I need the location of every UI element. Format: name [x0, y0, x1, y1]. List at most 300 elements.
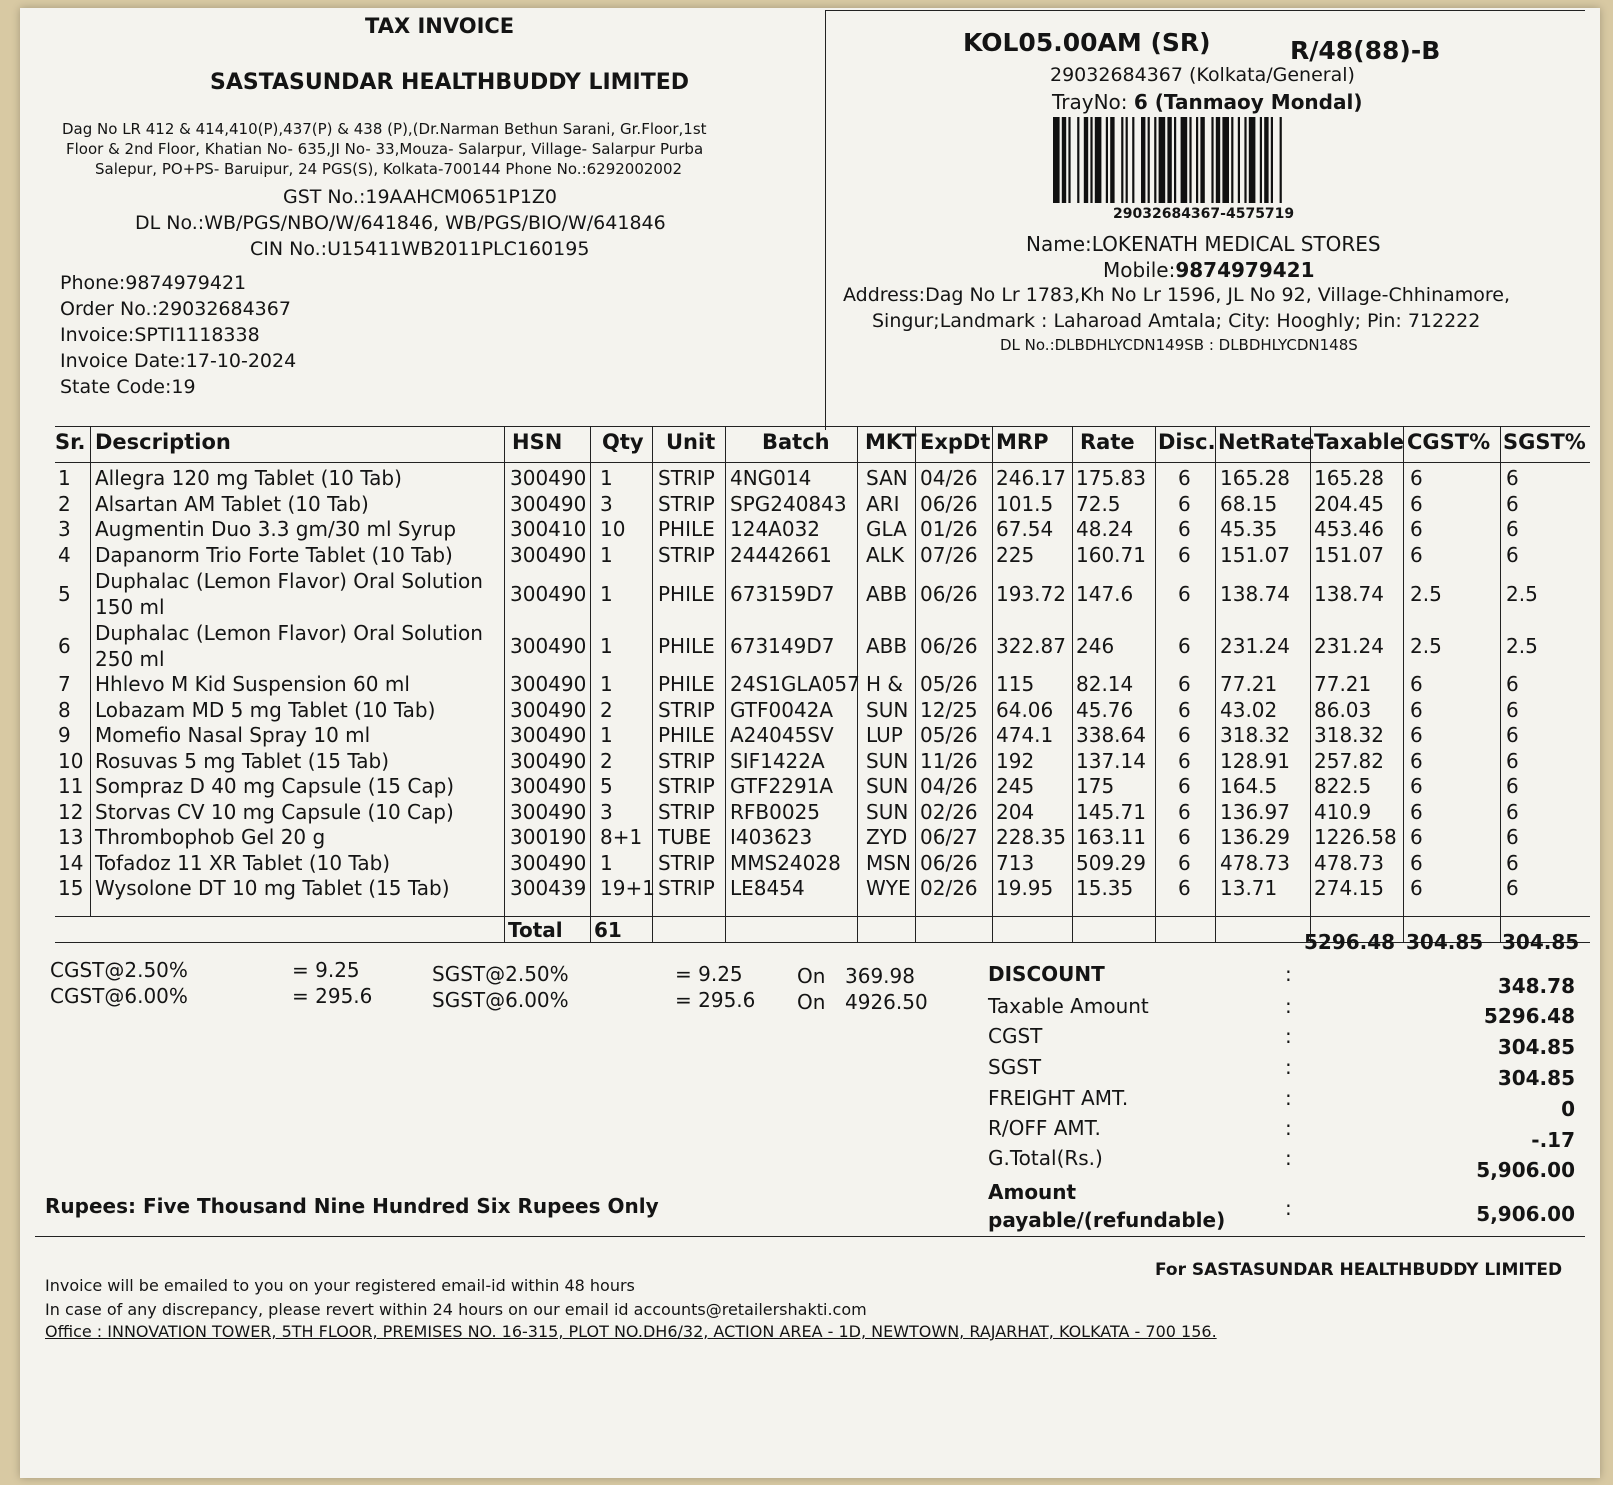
col-header-sr: Sr. — [55, 430, 86, 454]
row-mrp: 192 — [996, 748, 1035, 773]
row-expdt: 06/27 — [920, 825, 978, 849]
row-expdt: 06/26 — [920, 582, 978, 606]
table-top-border — [55, 426, 1590, 427]
row-qty: 1 — [600, 850, 613, 875]
barcode-bar — [1264, 117, 1268, 203]
row-netrate: 165.28 — [1220, 466, 1290, 490]
row-netrate: 151.07 — [1220, 542, 1290, 567]
barcode — [1053, 117, 1383, 203]
route-reference: R/48(88)-B — [1290, 36, 1441, 65]
total-taxable: 5296.48 — [1304, 930, 1396, 954]
office-address: Office : INNOVATION TOWER, 5TH FLOOR, PREMISES NO. 16-315, PLOT NO.DH6/32, ACTION AREA - 1D, NEWTOWN, RAJARHAT, KOLKATA - 700 156. — [45, 1322, 1217, 1341]
row-hsn: 300490 — [510, 799, 587, 824]
row-taxable: 257.82 — [1314, 748, 1384, 773]
row-rate: 45.76 — [1076, 697, 1134, 722]
on-value: 4926.50 — [845, 990, 928, 1014]
row-taxable: 151.07 — [1314, 542, 1384, 567]
row-batch: GTF2291A — [730, 774, 834, 798]
discount-value: 348.78 — [1497, 974, 1575, 998]
row-expdt: 11/26 — [920, 748, 978, 773]
row-description: Wysolone DT 10 mg Tablet (15 Tab) — [95, 876, 450, 900]
row-disc: 6 — [1178, 850, 1191, 875]
barcode-bar — [1271, 117, 1273, 203]
table-row — [0, 749, 1613, 775]
amount-payable-label-1: Amount — [988, 1180, 1077, 1204]
row-qty: 5 — [600, 774, 613, 798]
row-mkt: SUN — [866, 774, 909, 798]
row-netrate: 164.5 — [1220, 774, 1278, 798]
row-netrate: 77.21 — [1220, 672, 1278, 696]
barcode-bar — [1238, 117, 1240, 203]
row-sgst: 6 — [1506, 672, 1519, 696]
seller-cin: CIN No.:U15411WB2011PLC160195 — [250, 238, 590, 260]
table-header-border — [55, 462, 1590, 463]
row-expdt: 05/26 — [920, 672, 978, 696]
row-sgst: 6 — [1506, 723, 1519, 747]
row-mkt: SUN — [866, 748, 909, 773]
cgst-rate-label: CGST@2.50% — [50, 958, 188, 982]
row-unit: PHILE — [658, 723, 715, 747]
row-cgst: 6 — [1410, 542, 1423, 567]
row-cgst: 6 — [1410, 491, 1423, 516]
row-sr: 13 — [58, 825, 84, 849]
row-description: Duphalac (Lemon Flavor) Oral Solution 250 ml — [95, 621, 483, 671]
row-netrate: 13.71 — [1220, 876, 1278, 900]
row-netrate: 45.35 — [1220, 517, 1278, 541]
barcode-bar — [1189, 117, 1191, 203]
row-mkt: ZYD — [866, 825, 908, 849]
seller-dl: DL No.:WB/PGS/NBO/W/641846, WB/PGS/BIO/W/641846 — [135, 212, 666, 234]
row-sr: 4 — [58, 542, 71, 567]
row-sr: 14 — [58, 850, 84, 875]
row-rate: 163.11 — [1076, 825, 1146, 849]
barcode-bar — [1159, 117, 1166, 203]
row-hsn: 300439 — [510, 876, 587, 900]
row-qty: 1 — [600, 723, 613, 747]
barcode-bar — [1200, 117, 1204, 203]
row-disc: 6 — [1178, 876, 1191, 900]
col-header-rate: Rate — [1080, 430, 1135, 454]
row-rate: 72.5 — [1076, 491, 1121, 516]
row-unit: STRIP — [658, 799, 715, 824]
row-mrp: 193.72 — [996, 582, 1066, 606]
row-sgst: 6 — [1506, 466, 1519, 490]
barcode-bar — [1095, 117, 1102, 203]
row-rate: 147.6 — [1076, 582, 1134, 606]
barcode-bar — [1077, 117, 1079, 203]
row-mkt: SUN — [866, 799, 909, 824]
col-header-sgst: SGST% — [1503, 430, 1586, 454]
row-disc: 6 — [1178, 542, 1191, 567]
row-cgst: 6 — [1410, 697, 1423, 722]
row-taxable: 318.32 — [1314, 723, 1384, 747]
row-cgst: 6 — [1410, 748, 1423, 773]
barcode-bar — [1181, 117, 1188, 203]
row-hsn: 300490 — [510, 774, 587, 798]
row-sr: 1 — [58, 466, 71, 490]
table-total-border — [55, 916, 1590, 917]
row-qty: 19+1 — [600, 876, 655, 900]
row-unit: STRIP — [658, 697, 715, 722]
table-row — [0, 466, 1613, 492]
row-description: Thrombophob Gel 20 g — [95, 825, 326, 849]
row-mkt: GLA — [866, 517, 907, 541]
col-header-description: Description — [95, 430, 231, 454]
row-sr: 11 — [58, 774, 84, 798]
barcode-bar — [1174, 117, 1176, 203]
row-sgst: 2.5 — [1506, 634, 1538, 658]
summary-colon: : — [1285, 1055, 1292, 1079]
barcode-bar — [1231, 117, 1233, 203]
row-unit: STRIP — [658, 876, 715, 900]
buyer-box-top — [825, 10, 1585, 11]
row-sr: 12 — [58, 799, 84, 824]
sgst-rate-value: = 295.6 — [675, 988, 756, 1012]
total-qty: 61 — [594, 918, 622, 942]
row-sr: 7 — [58, 672, 71, 696]
seller-phone: Phone:9874979421 — [60, 272, 247, 294]
row-expdt: 06/26 — [920, 850, 978, 875]
row-cgst: 2.5 — [1410, 582, 1442, 606]
col-header-mkt: MKT — [865, 430, 917, 454]
row-hsn: 300490 — [510, 466, 587, 490]
roff-label: R/OFF AMT. — [988, 1116, 1101, 1140]
barcode-bar — [1084, 117, 1088, 203]
row-mrp: 322.87 — [996, 634, 1066, 658]
row-cgst: 6 — [1410, 825, 1423, 849]
table-row — [0, 851, 1613, 877]
row-disc: 6 — [1178, 491, 1191, 516]
barcode-bar — [1053, 117, 1060, 203]
taxable-amount-label: Taxable Amount — [988, 994, 1149, 1018]
row-rate: 509.29 — [1076, 850, 1146, 875]
barcode-bar — [1090, 117, 1092, 203]
row-qty: 1 — [600, 634, 613, 658]
row-description: Duphalac (Lemon Flavor) Oral Solution 150 ml — [95, 569, 483, 619]
barcode-bar — [1244, 117, 1246, 203]
row-description: Rosuvas 5 mg Tablet (15 Tab) — [95, 748, 390, 773]
buyer-mobile — [1103, 258, 1315, 282]
row-mrp: 228.35 — [996, 825, 1066, 849]
state-code: State Code:19 — [60, 376, 196, 398]
row-batch: GTF0042A — [730, 697, 834, 722]
row-rate: 175.83 — [1076, 466, 1146, 490]
grand-total-value: 5,906.00 — [1476, 1158, 1575, 1182]
row-cgst: 6 — [1410, 517, 1423, 541]
row-expdt: 05/26 — [920, 723, 978, 747]
barcode-bar — [1062, 117, 1066, 203]
row-batch: A24045SV — [730, 723, 834, 747]
invoice-number: Invoice:SPTI1118338 — [60, 324, 260, 346]
cgst-rate-value: = 9.25 — [292, 958, 360, 982]
summary-colon: : — [1285, 1146, 1292, 1170]
row-expdt: 02/26 — [920, 876, 978, 900]
row-rate: 137.14 — [1076, 748, 1146, 773]
table-row — [0, 800, 1613, 826]
row-taxable: 478.73 — [1314, 850, 1384, 875]
table-row — [0, 620, 1613, 672]
sgst-value: 304.85 — [1497, 1066, 1575, 1090]
row-mrp: 115 — [996, 672, 1035, 696]
col-header-disc: Disc. — [1158, 430, 1216, 454]
row-batch: 24S1GLA057 — [730, 672, 860, 696]
seller-company: SASTASUNDAR HEALTHBUDDY LIMITED — [210, 70, 690, 95]
table-row — [0, 517, 1613, 543]
row-rate: 145.71 — [1076, 799, 1146, 824]
row-sgst: 6 — [1506, 825, 1519, 849]
row-cgst: 6 — [1410, 850, 1423, 875]
row-unit: STRIP — [658, 466, 715, 490]
row-hsn: 300190 — [510, 825, 587, 849]
row-qty: 1 — [600, 582, 613, 606]
tray-label: TrayNo: — [1052, 90, 1134, 114]
row-rate: 15.35 — [1076, 876, 1134, 900]
summary-colon: : — [1285, 994, 1292, 1018]
seller-address-line3: Salepur, PO+PS- Baruipur, 24 PGS(S), Kolkata-700144 Phone No.:6292002002 — [95, 160, 683, 178]
barcode-bar — [1167, 117, 1171, 203]
seller-address-line1: Dag No LR 412 & 414,410(P),437(P) & 438 (P),(Dr.Narman Bethun Sarani, Gr.Floor,1st — [62, 120, 707, 138]
summary-colon: : — [1285, 1086, 1292, 1110]
row-qty: 1 — [600, 466, 613, 490]
roff-value: -.17 — [1531, 1128, 1575, 1152]
row-netrate: 138.74 — [1220, 582, 1290, 606]
freight-label: FREIGHT AMT. — [988, 1086, 1129, 1110]
row-mrp: 713 — [996, 850, 1035, 875]
tray-value: 6 (Tanmaoy Mondal) — [1133, 90, 1363, 114]
row-qty: 1 — [600, 672, 613, 696]
row-sgst: 6 — [1506, 697, 1519, 722]
row-mkt: SUN — [866, 697, 909, 722]
cgst-rate-value: = 295.6 — [292, 984, 373, 1008]
row-sgst: 6 — [1506, 774, 1519, 798]
grand-total-label: G.Total(Rs.) — [988, 1146, 1103, 1170]
row-sgst: 6 — [1506, 748, 1519, 773]
row-sr: 10 — [58, 748, 84, 773]
barcode-bar — [1110, 117, 1114, 203]
row-batch: 4NG014 — [730, 466, 812, 490]
row-taxable: 204.45 — [1314, 491, 1384, 516]
row-rate: 48.24 — [1076, 517, 1134, 541]
table-row — [0, 825, 1613, 851]
row-batch: 673159D7 — [730, 582, 835, 606]
cgst-label: CGST — [988, 1024, 1043, 1048]
row-netrate: 318.32 — [1220, 723, 1290, 747]
row-expdt: 07/26 — [920, 542, 978, 567]
row-mkt: MSN — [866, 850, 911, 875]
cgst-value: 304.85 — [1497, 1035, 1575, 1059]
row-qty: 8+1 — [600, 825, 643, 849]
amount-payable-value: 5,906.00 — [1476, 1202, 1575, 1226]
row-disc: 6 — [1178, 825, 1191, 849]
row-sgst: 6 — [1506, 850, 1519, 875]
row-disc: 6 — [1178, 748, 1191, 773]
buyer-dl: DL No.:DLBDHLYCDN149SB : DLBDHLYCDN148S — [1000, 336, 1358, 354]
row-cgst: 2.5 — [1410, 634, 1442, 658]
barcode-bar — [1222, 117, 1229, 203]
row-netrate: 478.73 — [1220, 850, 1290, 875]
row-cgst: 6 — [1410, 466, 1423, 490]
row-cgst: 6 — [1410, 672, 1423, 696]
on-label: On — [797, 990, 826, 1014]
row-sgst: 2.5 — [1506, 582, 1538, 606]
row-netrate: 128.91 — [1220, 748, 1290, 773]
on-label: On — [797, 964, 826, 988]
row-sgst: 6 — [1506, 542, 1519, 567]
col-header-taxable: Taxable — [1314, 430, 1404, 454]
row-netrate: 68.15 — [1220, 491, 1278, 516]
discount-label: DISCOUNT — [988, 962, 1105, 986]
order-number: Order No.:29032684367 — [60, 298, 291, 320]
row-description: Sompraz D 40 mg Capsule (15 Cap) — [95, 774, 455, 798]
row-expdt: 04/26 — [920, 774, 978, 798]
buyer-address-line1: Address:Dag No Lr 1783,Kh No Lr 1596, JL No 92, Village-Chhinamore, — [843, 284, 1511, 306]
row-expdt: 02/26 — [920, 799, 978, 824]
doc-title: TAX INVOICE — [365, 14, 515, 38]
row-hsn: 300490 — [510, 748, 587, 773]
summary-colon: : — [1285, 962, 1292, 986]
row-mkt: WYE — [866, 876, 911, 900]
signatory: For SASTASUNDAR HEALTHBUDDY LIMITED — [1155, 1260, 1563, 1280]
row-taxable: 1226.58 — [1314, 825, 1397, 849]
row-disc: 6 — [1178, 723, 1191, 747]
sgst-rate-label: SGST@6.00% — [432, 988, 569, 1012]
row-description: Hhlevo M Kid Suspension 60 ml — [95, 672, 410, 696]
buyer-name: Name:LOKENATH MEDICAL STORES — [1026, 232, 1381, 256]
freight-value: 0 — [1561, 1097, 1575, 1121]
row-hsn: 300410 — [510, 517, 587, 541]
row-batch: LE8454 — [730, 876, 805, 900]
row-mrp: 64.06 — [996, 697, 1054, 722]
row-mrp: 225 — [996, 542, 1035, 567]
row-mkt: ABB — [866, 582, 908, 606]
row-unit: STRIP — [658, 491, 715, 516]
row-qty: 2 — [600, 748, 613, 773]
row-mkt: ABB — [866, 634, 908, 658]
amount-in-words: Rupees: Five Thousand Nine Hundred Six Rupees Only — [45, 1194, 659, 1218]
table-row — [0, 698, 1613, 724]
cgst-rate-label: CGST@6.00% — [50, 984, 188, 1008]
row-batch: RFB0025 — [730, 799, 821, 824]
barcode-text: 29032684367-4575719 — [1113, 206, 1295, 222]
mobile-value: 9874979421 — [1175, 258, 1315, 282]
row-sr: 8 — [58, 697, 71, 722]
footer-note-email: Invoice will be emailed to you on your registered email-id within 48 hours — [45, 1276, 635, 1295]
seller-address-line2: Floor & 2nd Floor, Khatian No- 635,JI No- 33,Mouza- Salarpur, Village- Salarpur Purba — [66, 140, 704, 158]
row-unit: PHILE — [658, 672, 715, 696]
row-sr: 9 — [58, 723, 71, 747]
table-row — [0, 543, 1613, 569]
row-batch: 673149D7 — [730, 634, 835, 658]
row-rate: 160.71 — [1076, 542, 1146, 567]
row-batch: MMS24028 — [730, 850, 841, 875]
row-rate: 338.64 — [1076, 723, 1146, 747]
row-taxable: 453.46 — [1314, 517, 1384, 541]
barcode-bar — [1216, 117, 1220, 203]
row-taxable: 86.03 — [1314, 697, 1372, 722]
footer-note-discrepancy: In case of any discrepancy, please revert within 24 hours on our email id accounts@retailershakti.com — [45, 1300, 867, 1319]
row-cgst: 6 — [1410, 799, 1423, 824]
row-mrp: 246.17 — [996, 466, 1066, 490]
col-header-hsn: HSN — [512, 430, 563, 454]
barcode-bar — [1211, 117, 1213, 203]
total-sgst: 304.85 — [1502, 930, 1580, 954]
row-mrp: 245 — [996, 774, 1035, 798]
row-netrate: 136.29 — [1220, 825, 1290, 849]
row-unit: PHILE — [658, 582, 715, 606]
table-row — [0, 568, 1613, 620]
row-mrp: 474.1 — [996, 723, 1054, 747]
col-header-mrp: MRP — [996, 430, 1049, 454]
row-disc: 6 — [1178, 799, 1191, 824]
barcode-bar — [1148, 117, 1150, 203]
barcode-bar — [1249, 117, 1256, 203]
row-netrate: 136.97 — [1220, 799, 1290, 824]
mobile-label: Mobile: — [1103, 258, 1176, 282]
row-netrate: 231.24 — [1220, 634, 1290, 658]
row-description: Dapanorm Trio Forte Tablet (10 Tab) — [95, 542, 453, 567]
barcode-bar — [1068, 117, 1070, 203]
row-description: Alsartan AM Tablet (10 Tab) — [95, 491, 369, 516]
row-taxable: 138.74 — [1314, 582, 1384, 606]
row-sr: 2 — [58, 491, 71, 516]
row-mrp: 101.5 — [996, 491, 1054, 516]
table-row — [0, 492, 1613, 518]
sgst-rate-label: SGST@2.50% — [432, 962, 569, 986]
invoice-date: Invoice Date:17-10-2024 — [60, 350, 297, 372]
barcode-bar — [1260, 117, 1262, 203]
row-mkt: H & — [866, 672, 903, 696]
row-sr: 5 — [58, 582, 71, 606]
row-mrp: 204 — [996, 799, 1035, 824]
buyer-order-ref: 29032684367 (Kolkata/General) — [1050, 64, 1355, 86]
row-disc: 6 — [1178, 517, 1191, 541]
row-taxable: 410.9 — [1314, 799, 1372, 824]
summary-colon: : — [1285, 1196, 1292, 1220]
row-batch: 124A032 — [730, 517, 821, 541]
row-hsn: 300490 — [510, 697, 587, 722]
col-header-qty: Qty — [602, 430, 644, 454]
summary-colon: : — [1285, 1024, 1292, 1048]
total-cgst: 304.85 — [1406, 930, 1484, 954]
taxable-amount-value: 5296.48 — [1483, 1004, 1575, 1028]
row-taxable: 77.21 — [1314, 672, 1372, 696]
row-hsn: 300490 — [510, 672, 587, 696]
row-taxable: 822.5 — [1314, 774, 1372, 798]
table-row — [0, 723, 1613, 749]
row-rate: 175 — [1076, 774, 1115, 798]
row-hsn: 300490 — [510, 542, 587, 567]
buyer-address-line2: Singur;Landmark : Laharoad Amtala; City: Hooghly; Pin: 712222 — [872, 310, 1481, 332]
barcode-bar — [1132, 117, 1134, 203]
sgst-label: SGST — [988, 1055, 1042, 1079]
row-hsn: 300490 — [510, 634, 587, 658]
row-batch: 24442661 — [730, 542, 832, 567]
col-header-expdt: ExpDt — [920, 430, 991, 454]
barcode-bar — [1280, 117, 1282, 203]
sgst-rate-value: = 9.25 — [675, 962, 743, 986]
row-batch: SIF1422A — [730, 748, 825, 773]
row-disc: 6 — [1178, 634, 1191, 658]
header-divider — [825, 10, 826, 430]
row-description: Allegra 120 mg Tablet (10 Tab) — [95, 466, 402, 490]
amount-payable-label-2: payable/(refundable) — [988, 1208, 1226, 1232]
row-mkt: SAN — [866, 466, 908, 490]
barcode-bar — [1196, 117, 1198, 203]
on-value: 369.98 — [845, 964, 915, 988]
barcode-bar — [1126, 117, 1128, 203]
row-expdt: 04/26 — [920, 466, 978, 490]
row-mkt: ARI — [866, 491, 900, 516]
